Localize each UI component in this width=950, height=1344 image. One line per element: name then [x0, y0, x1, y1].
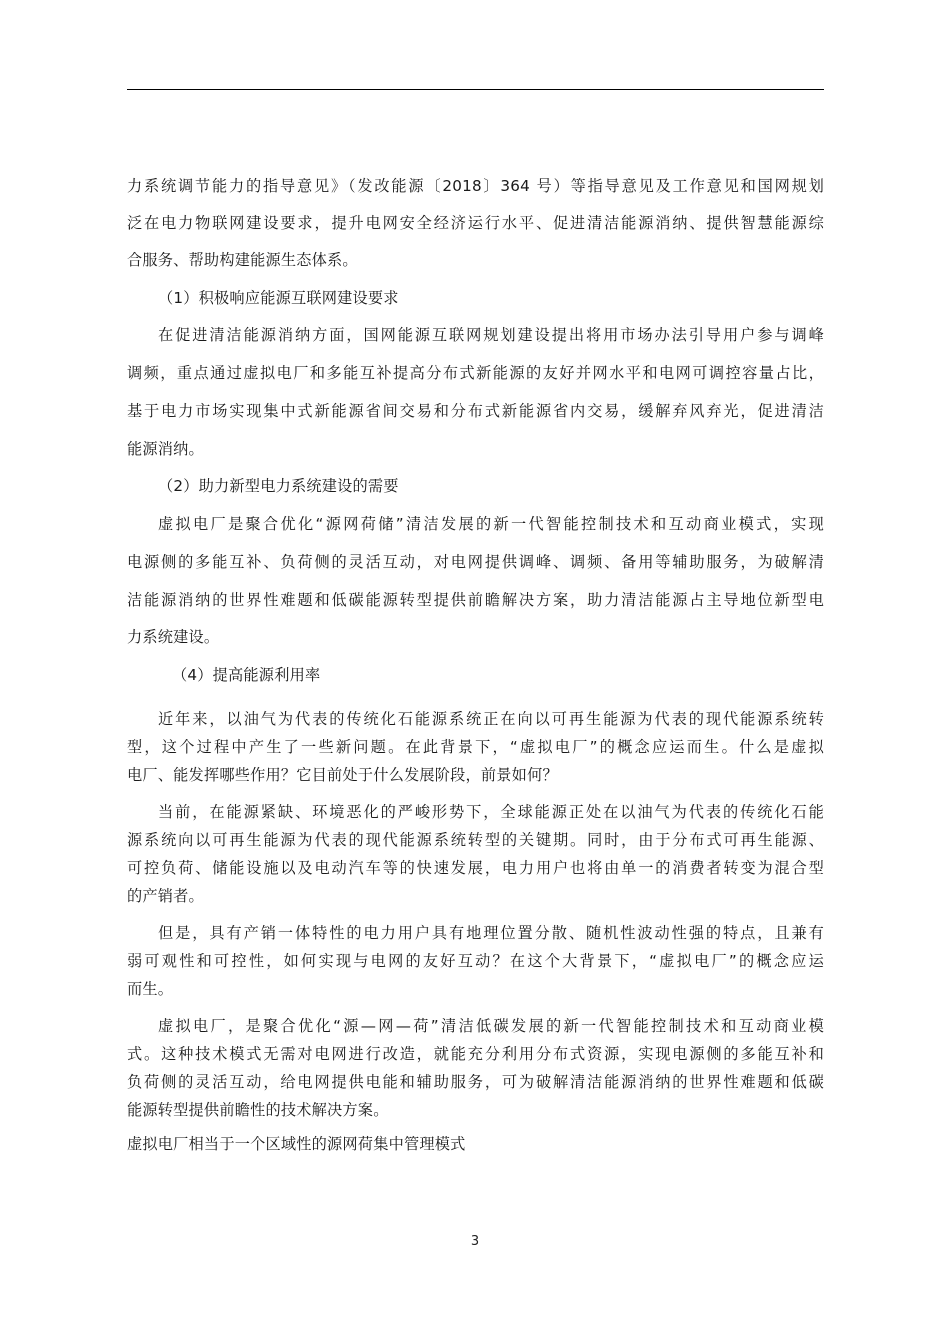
- paragraph-line: 能源消纳。: [127, 440, 204, 458]
- header-rule: [127, 89, 824, 90]
- paragraph-line: 合服务、帮助构建能源生态体系。: [127, 251, 358, 269]
- paragraph-line: 式。这种技术模式无需对电网进行改造，就能充分利用分布式资源，实现电源侧的多能互补和: [127, 1045, 824, 1063]
- paragraph-line: 虚拟电厂相当于一个区域性的源网荷集中管理模式: [127, 1135, 466, 1153]
- paragraph-line: 可控负荷、储能设施以及电动汽车等的快速发展，电力用户也将由单一的消费者转变为混合型: [127, 859, 824, 877]
- paragraph-line: 电源侧的多能互补、负荷侧的灵活互动，对电网提供调峰、调频、备用等辅助服务，为破解清: [127, 553, 824, 571]
- paragraph-line: 在促进清洁能源消纳方面，国网能源互联网规划建设提出将用市场办法引导用户参与调峰: [158, 326, 824, 344]
- paragraph-line: 而生。: [127, 980, 174, 998]
- paragraph-line: 调频，重点通过虚拟电厂和多能互补提高分布式新能源的友好并网水平和电网可调控容量占比，: [127, 364, 824, 382]
- paragraph-line: 虚拟电厂是聚合优化“源网荷储”清洁发展的新一代智能控制技术和互动商业模式，实现: [158, 515, 824, 533]
- paragraph-line: 力系统调节能力的指导意见》（发改能源〔2018〕364 号）等指导意见及工作意见和国网规划: [127, 177, 824, 195]
- paragraph-line: 的产销者。: [127, 887, 204, 905]
- paragraph-line: 洁能源消纳的世界性难题和低碳能源转型提供前瞻解决方案，助力清洁能源占主导地位新型电: [127, 591, 824, 609]
- paragraph-line: 负荷侧的灵活互动，给电网提供电能和辅助服务，可为破解清洁能源消纳的世界性难题和低碳: [127, 1073, 824, 1091]
- paragraph-line: 虚拟电厂，是聚合优化“源—网—荷”清洁低碳发展的新一代智能控制技术和互动商业模: [158, 1017, 824, 1035]
- paragraph-line: 泛在电力物联网建设要求，提升电网安全经济运行水平、促进清洁能源消纳、提供智慧能源综: [127, 214, 824, 232]
- page-number: 3: [470, 1234, 480, 1249]
- section-heading: （4）提高能源利用率: [172, 666, 321, 684]
- paragraph-line: 近年来，以油气为代表的传统化石能源系统正在向以可再生能源为代表的现代能源系统转: [158, 710, 824, 728]
- paragraph-line: 力系统建设。: [127, 628, 220, 646]
- paragraph-line: 源系统向以可再生能源为代表的现代能源系统转型的关键期。同时，由于分布式可再生能源、: [127, 831, 824, 849]
- paragraph-line: 型，这个过程中产生了一些新问题。在此背景下，“虚拟电厂”的概念应运而生。什么是虚拟: [127, 738, 824, 756]
- paragraph-line: 电厂、能发挥哪些作用？它目前处于什么发展阶段，前景如何？: [127, 766, 558, 784]
- paragraph-line: 基于电力市场实现集中式新能源省间交易和分布式新能源省内交易，缓解弃风弃光，促进清洁: [127, 402, 824, 420]
- paragraph-line: 弱可观性和可控性，如何实现与电网的友好互动？在这个大背景下，“虚拟电厂”的概念应运: [127, 952, 824, 970]
- section-heading: （2）助力新型电力系统建设的需要: [158, 477, 399, 495]
- paragraph-line: 但是，具有产销一体特性的电力用户具有地理位置分散、随机性波动性强的特点，且兼有: [158, 924, 824, 942]
- section-heading: （1）积极响应能源互联网建设要求: [158, 289, 399, 307]
- paragraph-line: 能源转型提供前瞻性的技术解决方案。: [127, 1101, 389, 1119]
- paragraph-line: 当前，在能源紧缺、环境恶化的严峻形势下，全球能源正处在以油气为代表的传统化石能: [158, 803, 824, 821]
